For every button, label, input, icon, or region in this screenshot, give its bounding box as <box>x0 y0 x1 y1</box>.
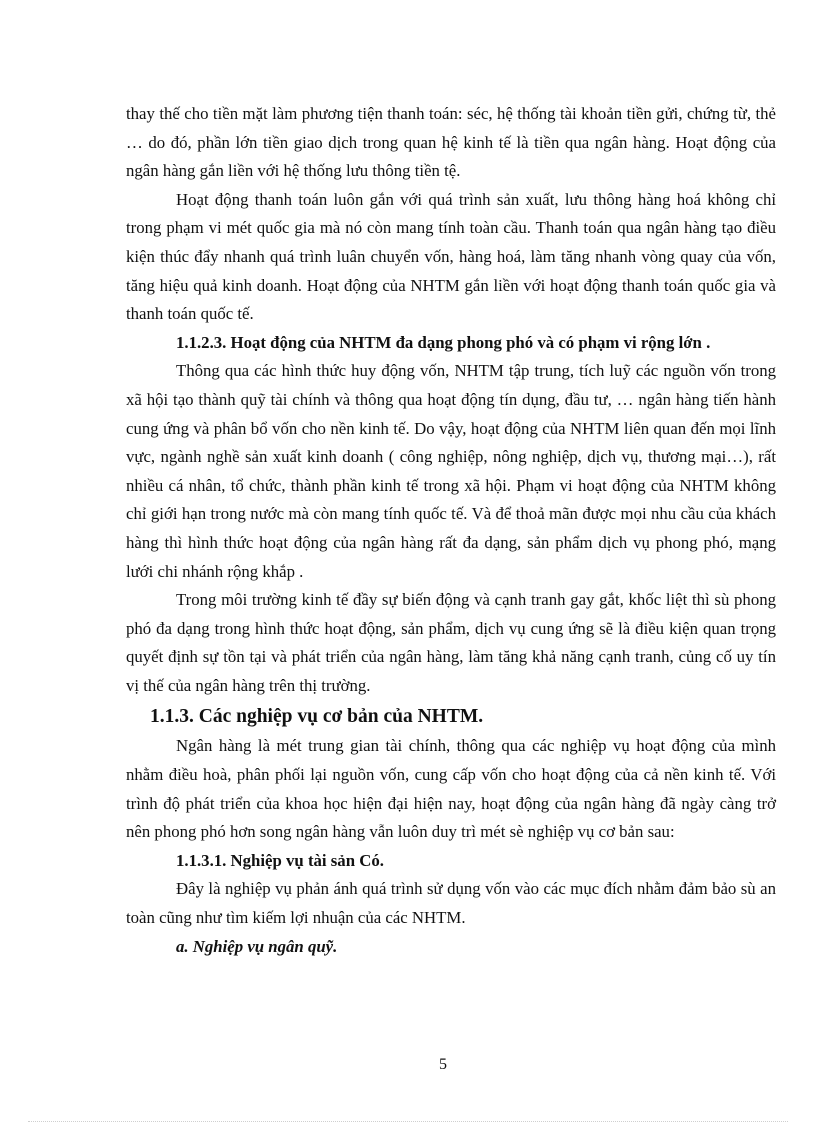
paragraph-payment-activity: Hoạt động thanh toán luôn gắn với quá trình sản xuất, lưu thông hàng hoá không chỉ trong phạm vi mét quốc gia mà nó còn mang tính toàn cầu. Thanh toán qua ngân hàng tạo điều kiện thúc đẩy nhanh quá trình luân chuyển vốn, hàng hoá, làm tăng nhanh vòng quay của vốn, tăng hiệu quả kinh doanh. Hoạt động của NHTM gắn liền với hoạt động thanh toán quốc gia và thanh toán quốc tế. <box>126 189 776 324</box>
paragraph-basic-operations: Ngân hàng là mét trung gian tài chính, thông qua các nghiệp vụ hoạt động của mình nhằm điều hoà, phân phối lại nguồn vốn, cung cấp vốn cho hoạt động của cả nền kinh tế. Với trình độ phát triển của khoa học hiện đại hiện nay, hoạt động của ngân hàng đã ngày càng trở nên phong phó hơn song ngân hàng vẫn luôn duy trì mét sè nghiệp vụ cơ bản sau: <box>126 736 776 842</box>
page-number: 5 <box>439 1056 447 1073</box>
paragraph-asset-operations: Đây là nghiệp vụ phản ánh quá trình sử dụng vốn vào các mục đích nhằm đảm bảo sù an toàn cũng như tìm kiếm lợi nhuận của các NHTM. <box>126 879 776 928</box>
heading-1-1-3: 1.1.3. Các nghiệp vụ cơ bản của NHTM. <box>150 706 484 728</box>
heading-a-treasury: a. Nghiệp vụ ngân quỹ. <box>176 936 338 956</box>
page-bottom-divider <box>28 1121 788 1122</box>
page-content <box>126 100 776 961</box>
heading-1-1-2-3: 1.1.2.3. Hoạt động của NHTM đa dạng phong phó và có phạm vi rộng lớn . <box>176 332 711 352</box>
paragraph-payment-means: thay thế cho tiền mặt làm phương tiện thanh toán: séc, hệ thống tài khoản tiền gửi, chứng từ, thẻ … do đó, phần lớn tiền giao dịch trong quan hệ kinh tế là tiền qua ngân hàng. Hoạt động của ngân hàng gắn liền với hệ thống lưu thông tiền tệ. <box>126 104 776 181</box>
paragraph-competition: Trong môi trường kinh tế đầy sự biến động và cạnh tranh gay gắt, khốc liệt thì sù phong phó đa dạng trong hình thức hoạt động, sản phẩm, dịch vụ cung ứng sẽ là điều kiện quan trọng quyết định sự tồn tại và phát triển của ngân hàng, làm tăng khả năng cạnh tranh, củng cố uy tín vị thế của ngân hàng trên thị trường. <box>126 590 776 695</box>
paragraph-diverse-activities: Thông qua các hình thức huy động vốn, NHTM tập trung, tích luỹ các nguồn vốn trong xã hội tạo thành quỹ tài chính và thông qua hoạt động tín dụng, đầu tư, … ngân hàng tiến hành cung ứng và phân bổ vốn cho nền kinh tế. Do vậy, hoạt động của NHTM liên quan đến mọi lĩnh vực, ngành nghề sản xuất kinh doanh ( công nghiệp, nông nghiệp, dịch vụ, thương mại…), rất nhiều cá nhân, tổ chức, thành phần kinh tế trong xã hội. Phạm vi hoạt động của NHTM không chỉ giới hạn trong nước mà còn mang tính quốc tế. Và để thoả mãn được mọi nhu cầu của khách hàng thì hình thức hoạt động của ngân hàng rất đa dạng, sản phẩm dịch vụ phong phó, mạng lưới chi nhánh rộng khắp . <box>126 361 776 581</box>
heading-1-1-3-1: 1.1.3.1. Nghiệp vụ tài sản Có. <box>176 850 384 870</box>
page-footer <box>0 1055 816 1075</box>
